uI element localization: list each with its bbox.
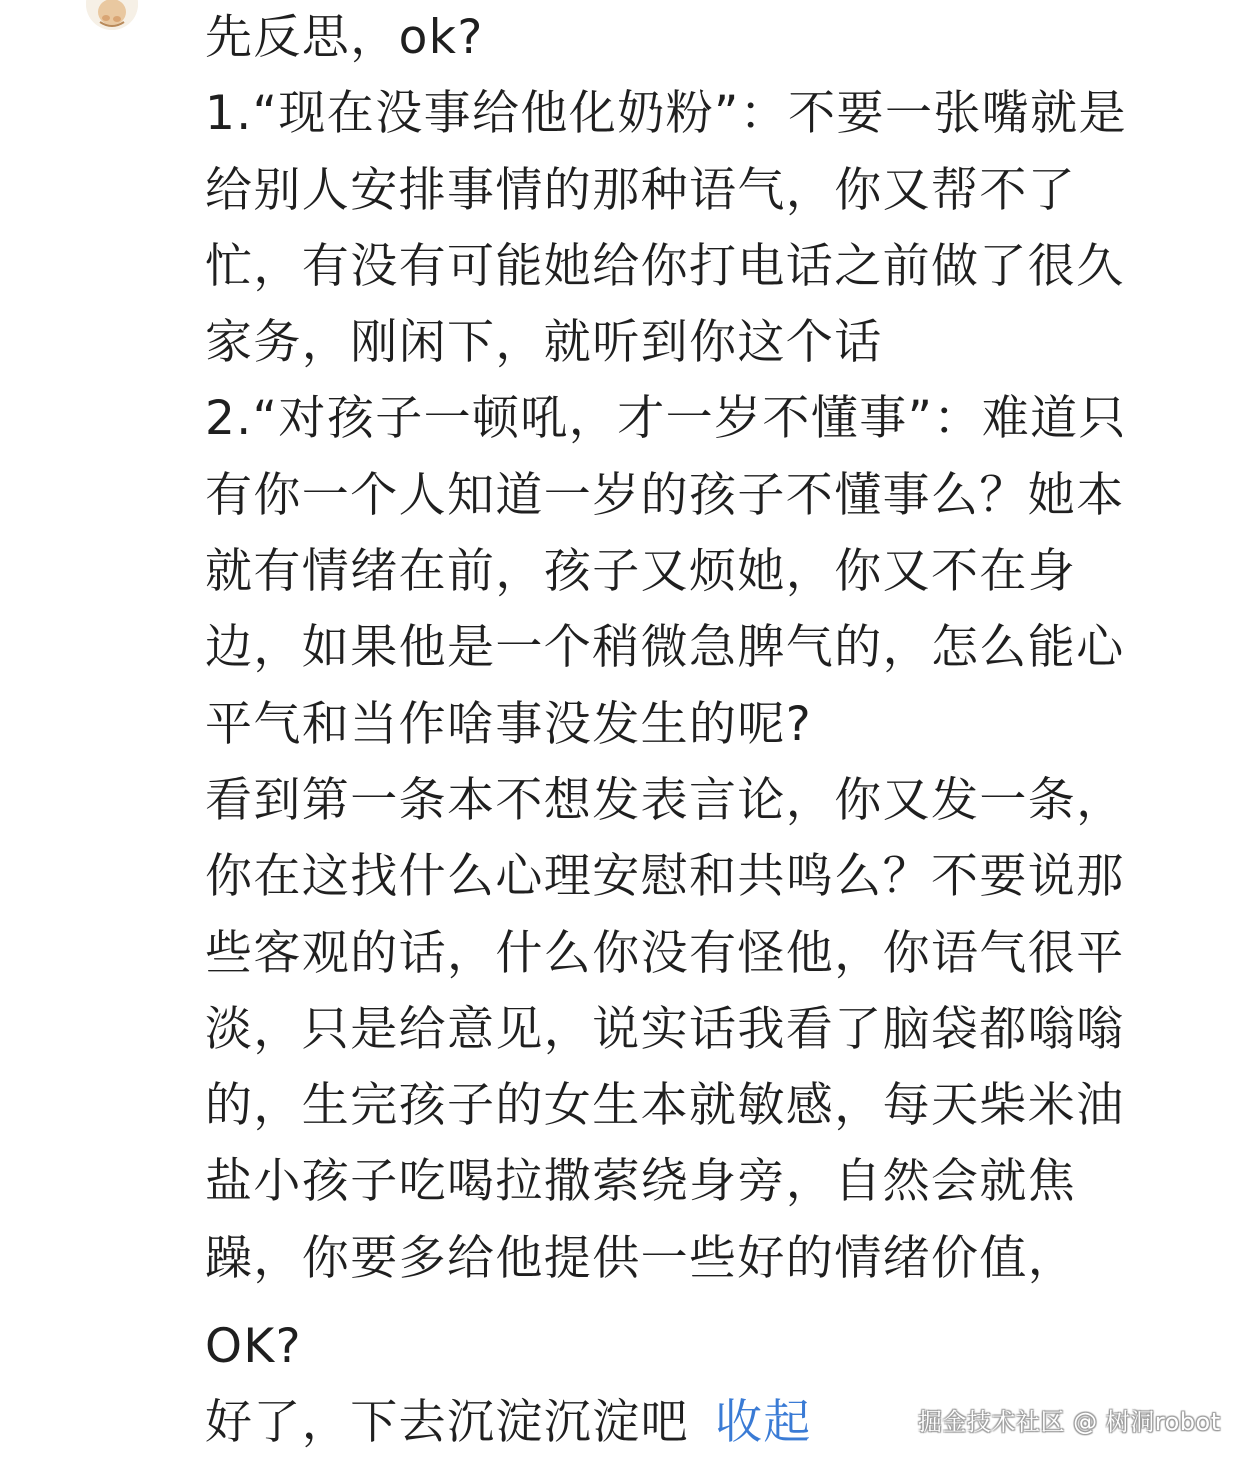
watermark: 掘金技术社区 @ 树洞robot (918, 1408, 1221, 1436)
comment-body (205, 0, 1195, 1462)
comment-line: 忙，有没有可能她给你打电话之前做了很久 (205, 238, 1125, 294)
comment-line: 躁，你要多给他提供一些好的情绪价值， (205, 1230, 1077, 1286)
comment-line: 给别人安排事情的那种语气，你又帮不了 (205, 162, 1077, 218)
comment-line: 就有情绪在前，孩子又烦她，你又不在身 (205, 544, 1077, 600)
comment-line: OK? (205, 1319, 302, 1375)
comment-line: 你在这找什么心理安慰和共鸣么？不要说那 (205, 849, 1125, 905)
comment-last-text: 好了，下去沉淀沉淀吧 (205, 1395, 689, 1451)
comment-line: 些客观的话，什么你没有怪他，你语气很平 (205, 925, 1125, 981)
comment-line: 家务，刚闲下，就听到你这个话 (205, 315, 883, 371)
comment-line: 2.“对孩子一顿吼，才一岁不懂事”：难道只 (205, 391, 1127, 447)
comment-line: 有你一个人知道一岁的孩子不懂事么？她本 (205, 467, 1125, 523)
collapse-link[interactable]: 收起 (715, 1395, 812, 1451)
comment-line: 看到第一条本不想发表言论，你又发一条， (205, 772, 1125, 828)
comment-line: 的，生完孩子的女生本就敏感，每天柴米油 (205, 1078, 1125, 1134)
comment-line: 平气和当作啥事没发生的呢? (205, 696, 813, 752)
avatar[interactable] (86, 0, 138, 30)
comment-line: 先反思，ok? (205, 10, 484, 65)
comment-line: 1.“现在没事给他化奶粉”：不要一张嘴就是 (205, 86, 1127, 142)
comment-line: 盐小孩子吃喝拉撒萦绕身旁，自然会就焦 (205, 1154, 1077, 1210)
comment-line: 边，如果他是一个稍微急脾气的，怎么能心 (205, 620, 1125, 676)
avatar-image (86, 0, 138, 30)
comment-line: 淡，只是给意见，说实话我看了脑袋都嗡嗡 (205, 1001, 1125, 1057)
